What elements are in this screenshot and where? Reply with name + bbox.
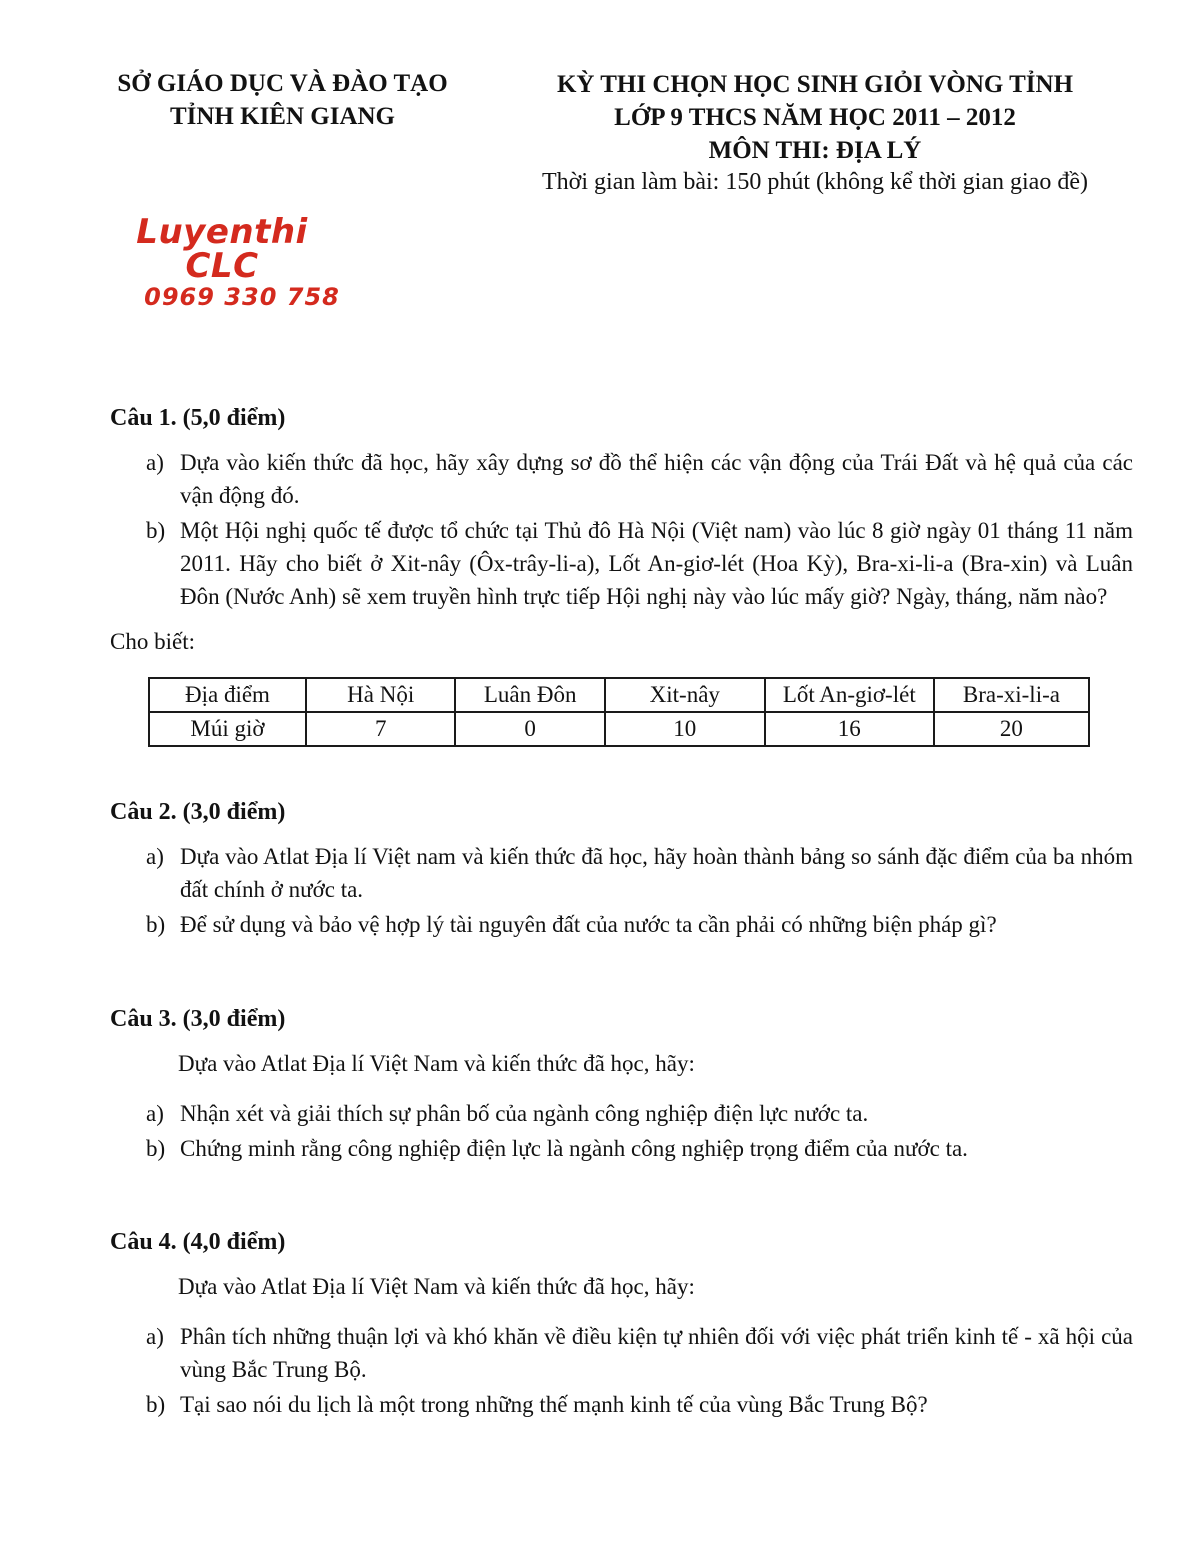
item-marker: b) [146,1135,166,1161]
item-marker: b) [146,517,166,543]
table-cell: 20 [934,712,1089,746]
item-text: Dựa vào Atlat Địa lí Việt nam và kiến thức đã học, hãy hoàn thành bảng so sánh đặc điểm của ba nhóm đất chính ở nước ta. [180,844,1133,903]
item-marker: a) [146,1323,164,1349]
question-3-intro: Dựa vào Atlat Địa lí Việt Nam và kiến thức đã học, hãy: [178,1050,695,1076]
table-cell: 0 [455,712,604,746]
item-text: Nhận xét và giải thích sự phân bố của ngành công nghiệp điện lực nước ta. [180,1100,869,1126]
question-4-intro: Dựa vào Atlat Địa lí Việt Nam và kiến thức đã học, hãy: [178,1273,695,1299]
authority-name: SỞ GIÁO DỤC VÀ ĐÀO TẠO [117,70,448,97]
exam-grade-year: LỚP 9 THCS NĂM HỌC 2011 – 2012 [614,104,1016,131]
question-1 [110,405,1135,748]
authority-province: TỈNH KIÊN GIANG [169,102,396,130]
item-text: Một Hội nghị quốc tế được tổ chức tại Thủ đô Hà Nội (Việt nam) vào lúc 8 giờ ngày 01 tháng 11 năm 2011. Hãy cho biết ở Xit-nây (Ôx-trây-li-a), Lốt An-giơ-lét (Hoa Kỳ), Bra-xi-li-a (Bra-xin) và Luân Đôn (Nước Anh) sẽ xem truyền hình trực tiếp Hội nghị này vào lúc mấy giờ? Ngày, tháng, năm nào? [180,517,1133,610]
question-1-title: Câu 1. (5,0 điểm) [110,404,286,431]
question-1-note: Cho biết: [110,629,195,655]
table-cell: Lốt An-giơ-lét [765,678,934,712]
table-row-locations [149,678,1089,712]
exam-duration: Thời gian làm bài: 150 phút (không kể thời gian giao đề) [542,169,1088,195]
table-row-timezones [149,712,1089,746]
table-cell: Hà Nội [306,678,455,712]
table-cell: Luân Đôn [455,678,604,712]
logo-phone-number: 0969 330 758 [144,282,340,311]
item-text: Tại sao nói du lịch là một trong những thế mạnh kinh tế của vùng Bắc Trung Bộ? [180,1391,928,1417]
exam-subject: MÔN THI: ĐỊA LÝ [708,137,922,164]
question-1-item-a [110,446,1135,512]
exam-body [85,405,1135,1421]
table-cell: Múi giờ [149,712,306,746]
question-4-item-b [110,1388,1135,1421]
question-1-item-b [110,514,1135,613]
item-marker: b) [146,1391,166,1417]
document-header [85,68,1135,199]
item-text: Phân tích những thuận lợi và khó khăn về điều kiện tự nhiên đối với việc phát triển kinh tế - xã hội của vùng Bắc Trung Bộ. [180,1323,1133,1382]
item-marker: a) [146,1100,164,1126]
item-marker: a) [146,844,164,870]
table-cell: 16 [765,712,934,746]
luyenthi-clc-logo [97,211,347,311]
question-2-item-a [110,840,1135,906]
question-3-item-b [110,1132,1135,1165]
question-2-item-b [110,908,1135,941]
question-4 [110,1229,1135,1421]
item-text: Dựa vào kiến thức đã học, hãy xây dựng sơ đồ thể hiện các vận động của Trái Đất và hệ quả của các vận động đó. [180,449,1133,508]
question-3-title: Câu 3. (3,0 điểm) [110,1005,286,1032]
question-2 [110,799,1135,941]
question-2-title: Câu 2. (3,0 điểm) [110,799,286,826]
item-marker: a) [146,449,164,475]
timezone-table [148,677,1090,747]
question-4-item-a [110,1320,1135,1386]
table-cell: Xit-nây [605,678,765,712]
question-3-item-a [110,1097,1135,1130]
table-cell: 10 [605,712,765,746]
table-cell: Bra-xi-li-a [934,678,1089,712]
issuing-authority-block [85,68,480,133]
item-marker: b) [146,912,166,938]
logo-text: Luyenthi CLC [136,211,308,286]
question-3 [110,1006,1135,1165]
exam-name: KỲ THI CHỌN HỌC SINH GIỎI VÒNG TỈNH [556,71,1074,98]
table-cell: Địa điểm [149,678,306,712]
table-cell: 7 [306,712,455,746]
item-text: Để sử dụng và bảo vệ hợp lý tài nguyên đất của nước ta cần phải có những biện pháp gì? [180,912,997,938]
item-text: Chứng minh rằng công nghiệp điện lực là ngành công nghiệp trọng điểm của nước ta. [180,1135,968,1161]
exam-title-block [495,68,1135,199]
question-4-title: Câu 4. (4,0 điểm) [110,1228,286,1255]
